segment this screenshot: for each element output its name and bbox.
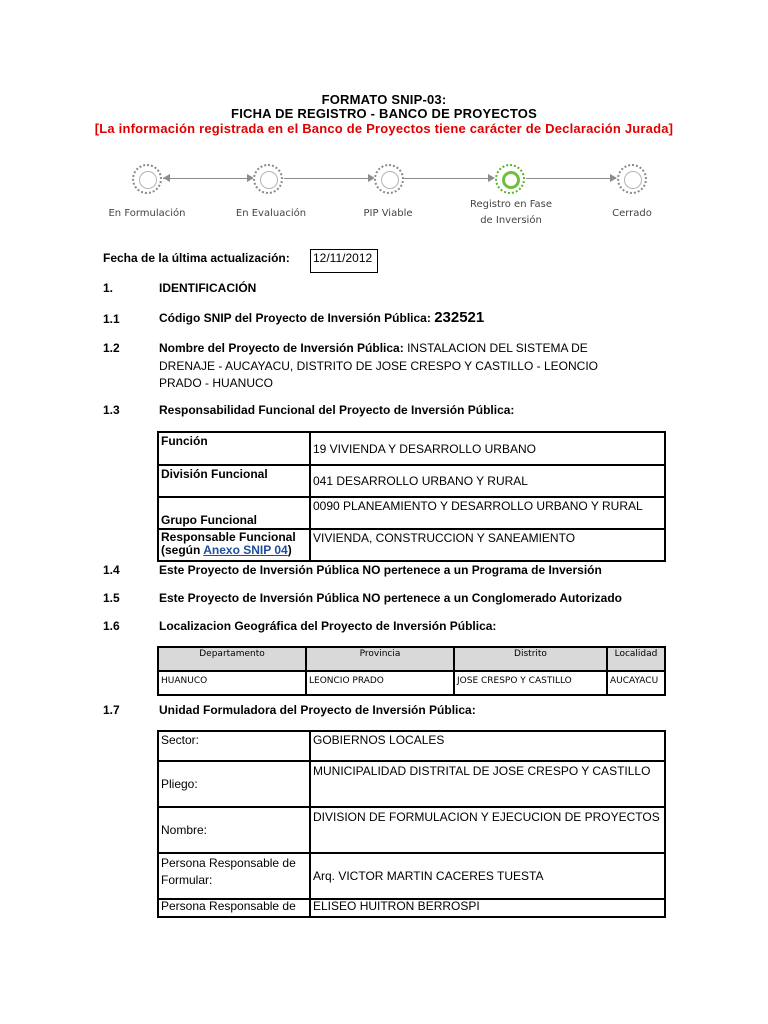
section-title: Responsabilidad Funcional del Proyecto de Inversión Pública: <box>159 403 515 417</box>
workflow-connector <box>284 178 373 179</box>
snip-code-label-text: Código SNIP del Proyecto de Inversión Pública: <box>159 311 431 325</box>
table-cell: AUCAYACU <box>607 671 665 695</box>
localizacion-table <box>157 646 666 696</box>
table-row <box>158 529 665 561</box>
last-update-value: 12/11/2012 <box>310 249 378 273</box>
section-number: 1.4 <box>103 563 120 577</box>
row-value: VIVIENDA, CONSTRUCCION Y SANEAMIENTO <box>310 529 665 561</box>
stage-pip-viable-node <box>374 164 404 194</box>
column-header: Departamento <box>158 647 306 671</box>
form-title: FICHA DE REGISTRO - BANCO DE PROYECTOS <box>231 106 537 121</box>
workflow-connector <box>526 178 616 179</box>
last-update-label: Fecha de la última actualización: <box>103 251 290 265</box>
section-number: 1.6 <box>103 619 120 633</box>
table-row <box>158 761 665 807</box>
row-label: Persona Responsable de <box>158 899 310 917</box>
responsable-label: Responsable Funcional <box>161 530 296 544</box>
table-cell: HUANUCO <box>158 671 306 695</box>
form-code: FORMATO SNIP-03: <box>321 92 447 107</box>
project-name-block <box>159 340 629 393</box>
row-value: 0090 PLANEAMIENTO Y DESARROLLO URBANO Y RURAL <box>310 497 665 529</box>
snip-code-label <box>159 309 484 326</box>
table-cell: JOSE CRESPO Y CASTILLO <box>454 671 607 695</box>
stage-evaluacion-node <box>253 164 283 194</box>
arrow-right-icon <box>488 174 495 182</box>
table-row <box>158 497 665 529</box>
row-label: Grupo Funcional <box>158 497 310 529</box>
stage-label: En Evaluación <box>235 208 307 219</box>
table-cell: LEONCIO PRADO <box>306 671 454 695</box>
responsabilidad-table <box>157 431 666 562</box>
row-value: Arq. VICTOR MARTIN CACERES TUESTA <box>310 853 665 899</box>
row-value: ELISEO HUITRON BERROSPI <box>310 899 665 917</box>
section-number: 1.1 <box>103 312 120 326</box>
conglomerado-statement: Este Proyecto de Inversión Pública NO pertenece a un Conglomerado Autorizado <box>159 591 622 605</box>
table-row <box>158 432 665 465</box>
row-label: Persona Responsable de Formular: <box>158 853 310 899</box>
arrow-left-icon <box>163 174 170 182</box>
table-header-row <box>158 647 665 671</box>
declaration-notice: [La información registrada en el Banco de Proyectos tiene carácter de Declaración Jurada] <box>94 121 674 136</box>
section-number: 1.3 <box>103 403 120 417</box>
section-number: 1.7 <box>103 703 120 717</box>
section-number: 1.5 <box>103 591 120 605</box>
snip-code-value: 232521 <box>434 309 485 326</box>
row-value: GOBIERNOS LOCALES <box>310 731 665 761</box>
column-header: Distrito <box>454 647 607 671</box>
stage-label: PIP Viable <box>363 208 413 219</box>
workflow-connector <box>404 178 493 179</box>
column-header: Provincia <box>306 647 454 671</box>
table-row <box>158 465 665 497</box>
column-header: Localidad <box>607 647 665 671</box>
section-title: Unidad Formuladora del Proyecto de Inversión Pública: <box>159 703 476 717</box>
stage-cerrado-node <box>617 164 647 194</box>
stage-formulacion-node <box>132 164 162 194</box>
table-row <box>158 671 665 695</box>
unidad-formuladora-table <box>157 730 666 918</box>
workflow-connector <box>163 178 252 179</box>
project-name-value: INSTALACION DEL SISTEMA DE DRENAJE - AUCAYACU, DISTRITO DE JOSE CRESPO Y CASTILLO - LEONCIO PRADO - HUANUCO <box>159 341 598 390</box>
row-label: Sector: <box>158 731 310 761</box>
section-number: 1.2 <box>103 341 120 355</box>
row-label: División Funcional <box>158 465 310 497</box>
responsable-label-prefix: (según <box>161 543 204 557</box>
section-title: Localizacion Geográfica del Proyecto de Inversión Pública: <box>159 619 497 633</box>
table-row <box>158 807 665 853</box>
row-label: Función <box>158 432 310 465</box>
table-row <box>158 853 665 899</box>
anexo-snip-04-link[interactable]: Anexo SNIP 04 <box>203 543 288 557</box>
project-name-label: Nombre del Proyecto de Inversión Pública: <box>159 341 404 355</box>
stage-registro-node <box>495 164 525 194</box>
row-label: Pliego: <box>158 761 310 807</box>
arrow-right-icon <box>610 174 617 182</box>
section-title: IDENTIFICACIÓN <box>159 281 257 295</box>
row-label: Nombre: <box>158 807 310 853</box>
programa-statement: Este Proyecto de Inversión Pública NO pertenece a un Programa de Inversión <box>159 563 602 577</box>
stage-label: Registro en Fase de Inversión <box>469 199 553 226</box>
table-row <box>158 899 665 917</box>
row-value: 19 VIVIENDA Y DESARROLLO URBANO <box>310 432 665 465</box>
row-label <box>158 529 310 561</box>
section-number: 1. <box>103 281 114 295</box>
stage-label: Cerrado <box>612 208 652 219</box>
stage-label: En Formulación <box>108 208 186 219</box>
row-value: DIVISION DE FORMULACION Y EJECUCION DE PROYECTOS <box>310 807 665 853</box>
row-value: 041 DESARROLLO URBANO Y RURAL <box>310 465 665 497</box>
responsable-label-suffix: ) <box>287 543 292 557</box>
row-value: MUNICIPALIDAD DISTRITAL DE JOSE CRESPO Y CASTILLO <box>310 761 665 807</box>
table-row <box>158 731 665 761</box>
